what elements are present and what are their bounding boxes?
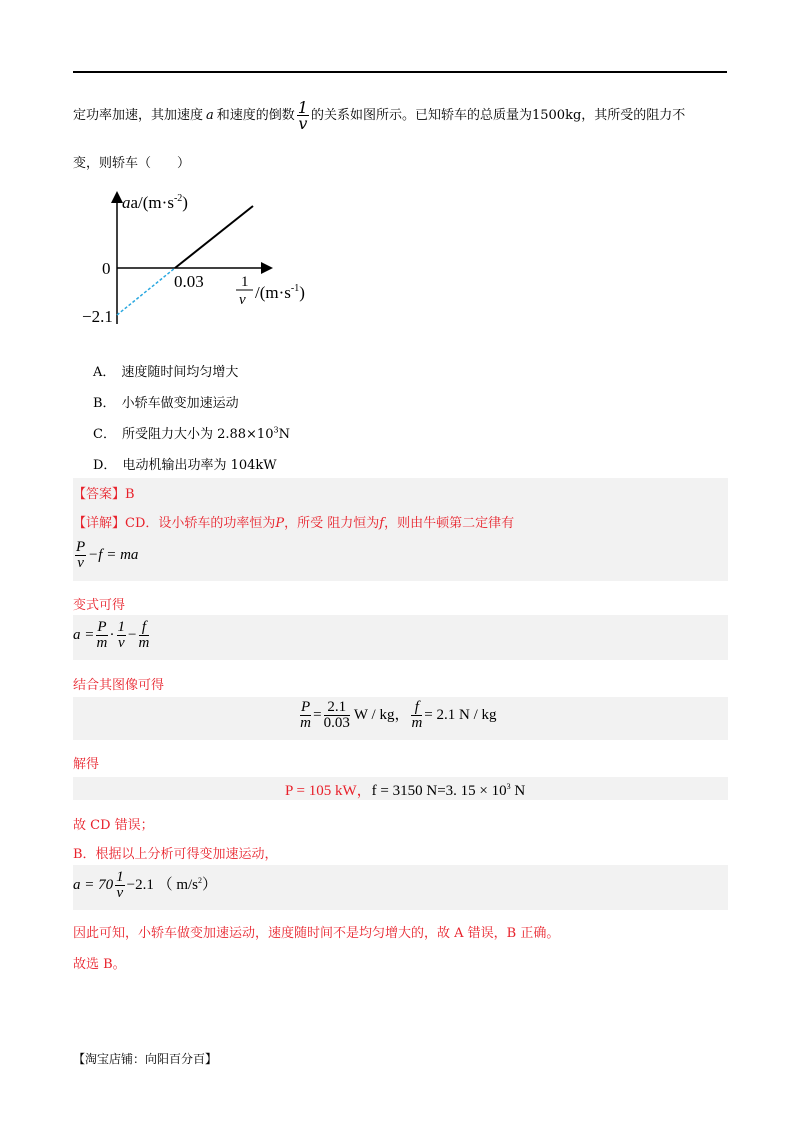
origin-label: 0 xyxy=(102,259,111,278)
y-axis-label: $aa/(m\cdot s^{-2})$ xyxy=(122,193,188,212)
footer-shop: 【淘宝店铺：向阳百分百】 xyxy=(73,1052,218,1066)
question-line-1 xyxy=(73,100,685,131)
option-a[interactable]: A． 速度随时间均匀增大 xyxy=(93,365,239,380)
equation-1: $\frac{P}{v}$ −f = ma xyxy=(76,539,139,571)
transform-label: 变式可得 xyxy=(73,598,126,613)
conclusion-2: 因此可知，小轿车做变加速运动，速度随时间不是均匀增大的，故 A 错误，B 正确。 xyxy=(73,926,560,941)
combine-label: 结合其图像可得 xyxy=(73,678,165,693)
frac-num: 1 xyxy=(297,98,308,117)
answer-label: 【答案】B xyxy=(73,487,135,502)
x-label-num: 1 xyxy=(241,274,249,290)
x-tick-label: 0.03 xyxy=(174,272,204,291)
data-line-solid xyxy=(175,206,253,268)
equation-3: $\frac{P}{m}$ = $\frac{2.1}{0.03}$ W / kg， $\frac{f}{m}$ = 2.1 N / kg xyxy=(300,699,497,731)
final-answer: 故选 B。 xyxy=(73,957,126,972)
option-d[interactable]: D． 电动机输出功率为 104kW xyxy=(93,458,277,473)
question-text-c: 的关系如图所示。已知轿车的总质量为1500kg，其所受的阻力不 xyxy=(310,108,686,123)
y-intercept-label: −2.1 xyxy=(82,307,113,326)
x-label-unit: $/(m\cdot s^{-1})$ xyxy=(255,283,305,302)
x-label-den: v xyxy=(239,292,246,308)
equation-5: a = 70 $\frac{1}{v}$ −2.1 （ $m/s^2$） xyxy=(73,869,218,901)
option-c[interactable]: C． 所受阻力大小为 $2.88\times 10^3N$ xyxy=(93,425,290,442)
question-text-a: 定功率加速，其加速度 xyxy=(73,108,204,123)
data-line-dashed xyxy=(117,268,175,315)
equation-2: a = $\frac{P}{m}$ · $\frac{1}{v}$ − $\frac{f}{m}$ xyxy=(73,619,150,651)
question-text-b: 和速度的倒数 xyxy=(216,108,295,123)
header-rule xyxy=(73,71,727,73)
question-fraction xyxy=(297,100,309,131)
frac-den: v xyxy=(298,114,308,133)
solve-label: 解得 xyxy=(73,757,100,772)
detail-line: 【详解】CD．设小轿车的功率恒为P，所受 阻力恒为f，则由牛顿第二定律有 xyxy=(73,516,515,531)
b-analysis: B．根据以上分析可得变加速运动， xyxy=(73,847,278,862)
answer-shade-2 xyxy=(73,615,728,660)
question-var-a: a xyxy=(206,108,214,123)
acceleration-graph xyxy=(78,186,328,336)
question-line-2: 变，则轿车（ ） xyxy=(73,156,191,171)
option-b[interactable]: B． 小轿车做变加速运动 xyxy=(93,396,239,411)
conclusion-1: 故 CD 错误； xyxy=(73,818,154,833)
equation-4: P = 105 kW，f = 3150 N=3. $15 \times 10^3$ N xyxy=(285,782,526,799)
